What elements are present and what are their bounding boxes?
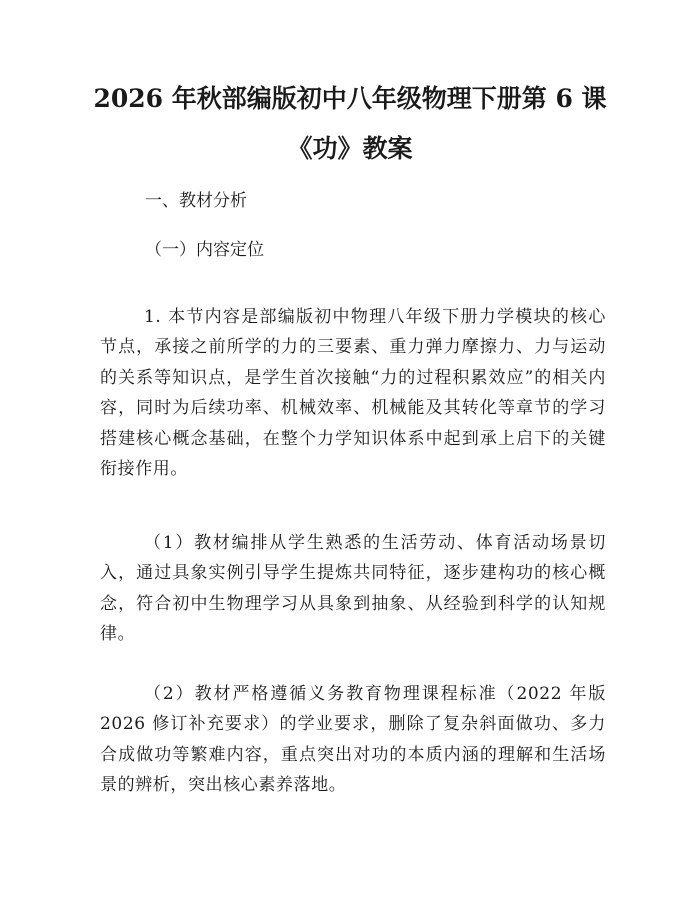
paragraph-curriculum-standard: （2）教材严格遵循义务教育物理课程标准（2022 年版 2026 修订补充要求）的学业要求，删除了复杂斜面做功、多力合成做功等繁难内容，重点突出对功的本质内涵的理解和生活场景的辨析，突出核心素养落地。 xyxy=(100,684,606,796)
section-heading-textbook-analysis: 一、教材分析 xyxy=(145,191,247,211)
subsection-heading-content-positioning: （一）内容定位 xyxy=(145,240,264,260)
document-title-line-1: 2026 年秋部编版初中八年级物理下册第 6 课 xyxy=(93,84,607,113)
paragraph-content-positioning: 1. 本节内容是部编版初中物理八年级下册力学模块的核心节点，承接之前所学的力的三要素、重力弹力摩擦力、力与运动的关系等知识点，是学生首次接触“力的过程积累效应”的相关内容，同时为后续功率、机械效率、机械能及其转化等章节的学习搭建核心概念基础，在整个力学知识体系中起到承上启下的关键衔接作用。 xyxy=(100,307,606,480)
document-title-line-2: 《功》教案 xyxy=(287,134,413,163)
paragraph-textbook-arrangement: （1）教材编排从学生熟悉的生活劳动、体育活动场景切入，通过具象实例引导学生提炼共同特征，逐步建构功的核心概念，符合初中生物理学习从具象到抽象、从经验到科学的认知规律。 xyxy=(100,533,606,645)
